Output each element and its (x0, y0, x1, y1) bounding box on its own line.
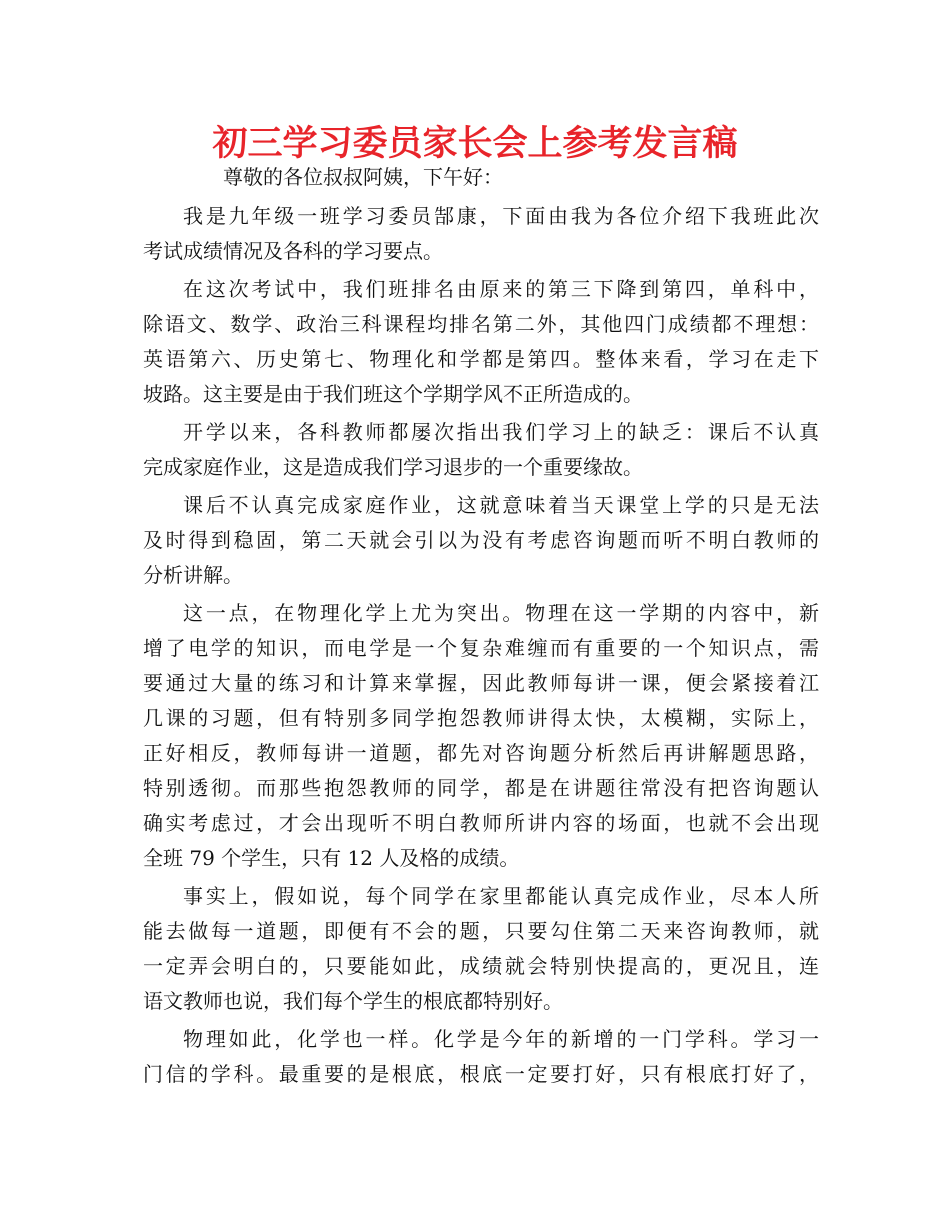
text-line: 课后不认真完成家庭作业，这就意味着当天课堂上学的只是无法 (183, 493, 819, 517)
text-line: 开学以来，各科教师都屡次指出我们学习上的缺乏：课后不认真 (183, 420, 819, 444)
greeting-line: 尊敬的各位叔叔阿姨，下午好： (223, 165, 503, 189)
text-line: 能去做每一道题，即便有不会的题，只要勾住第二天来咨询教师，就 (143, 919, 819, 943)
text-line: 在这次考试中，我们班排名由原来的第三下降到第四，单科中， (183, 277, 819, 301)
paragraph-6 (143, 879, 819, 1019)
text-line: 要通过大量的练习和计算来掌握，因此教师每讲一课，便会紧接着江 (143, 671, 819, 695)
text-line: 门信的学科。最重要的是根底，根底一定要打好，只有根底打好了， (143, 1062, 819, 1086)
text-line: 我是九年级一班学习委员郜康，下面由我为各位介绍下我班此次 (183, 204, 819, 228)
text-line: 完成家庭作业，这是造成我们学习退步的一个重要缘故。 (143, 455, 643, 479)
paragraph-3 (143, 415, 819, 485)
text-line: 特别透彻。而那些抱怨教师的同学，都是在讲题往常没有把咨询题认 (143, 776, 819, 800)
paragraph-1 (143, 199, 819, 269)
text-line: 确实考虑过，才会出现听不明白教师所讲内容的场面，也就不会出现 (143, 811, 819, 835)
text-line: 正好相反，教师每讲一道题，都先对咨询题分析然后再讲解题思路， (143, 741, 819, 765)
text-line: 除语文、数学、政治三科课程均排名第二外，其他四门成绩都不理想： (143, 312, 819, 336)
document-title: 初三学习委员家长会上参考发言稿 (212, 124, 738, 164)
text-line: 这一点，在物理化学上尤为突出。物理在这一学期的内容中，新 (183, 601, 819, 625)
paragraph-4 (143, 488, 819, 593)
text-line: 增了电学的知识，而电学是一个复杂难缠而有重要的一个知识点，需 (143, 636, 819, 660)
paragraph-5 (143, 596, 819, 876)
text-line: 物理如此，化学也一样。化学是今年的新增的一门学科。学习一 (183, 1027, 819, 1051)
text-line: 一定弄会明白的，只要能如此，成绩就会特别快提高的，更况且，连 (143, 954, 819, 978)
text-line: 坡路。这主要是由于我们班这个学期学风不正所造成的。 (143, 382, 643, 406)
text-line: 几课的习题，但有特别多同学抱怨教师讲得太快，太模糊，实际上， (143, 706, 819, 730)
paragraph-7 (143, 1022, 819, 1092)
text-line: 事实上，假如说，每个同学在家里都能认真完成作业，尽本人所 (183, 884, 819, 908)
text-line: 英语第六、历史第七、物理化和学都是第四。整体来看，学习在走下 (143, 347, 819, 371)
text-line: 分析讲解。 (143, 563, 243, 587)
document-body (143, 160, 819, 1095)
text-line: 全班 79 个学生，只有 12 人及格的成绩。 (143, 846, 520, 870)
paragraph-2 (143, 272, 819, 412)
text-line: 及时得到稳固，第二天就会引以为没有考虑咨询题而听不明白教师的 (143, 528, 819, 552)
text-line: 考试成绩情况及各科的学习要点。 (143, 239, 443, 263)
text-line: 语文教师也说，我们每个学生的根底都特别好。 (143, 989, 563, 1013)
